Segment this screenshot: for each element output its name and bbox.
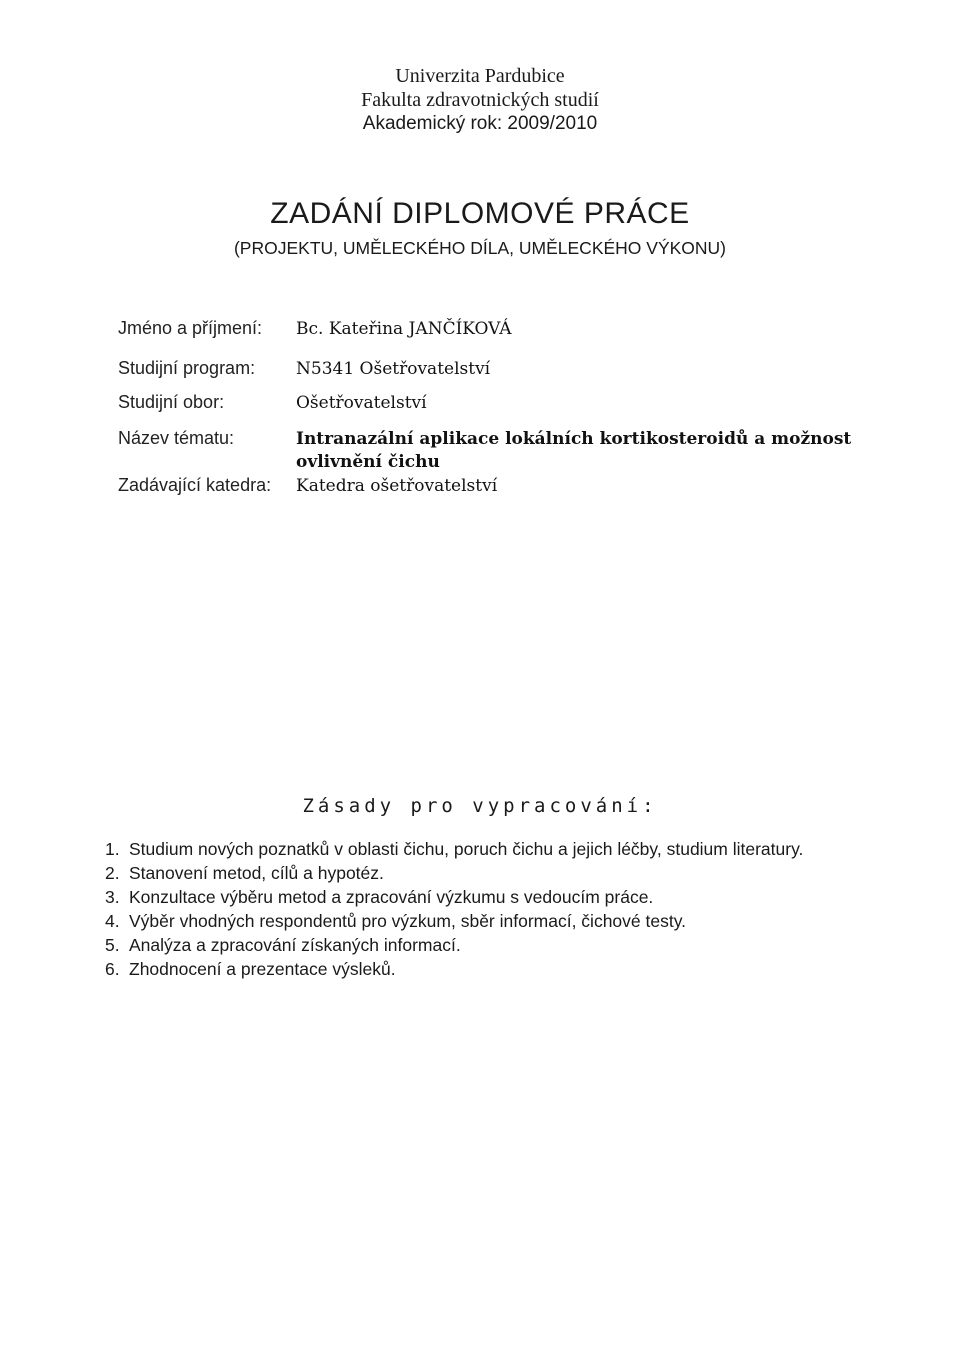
department-label: Zadávající katedra: xyxy=(118,475,272,495)
guidelines-heading: Zásady pro vypracování: xyxy=(302,795,658,817)
item-number: 3. xyxy=(105,887,120,907)
program-label: Studijní program: xyxy=(118,358,256,378)
item-number: 2. xyxy=(105,863,120,883)
item-text: Analýza a zpracování získaných informací. xyxy=(129,935,461,955)
item-number: 5. xyxy=(105,935,120,955)
list-item xyxy=(105,933,803,957)
item-text: Stanovení metod, cílů a hypotéz. xyxy=(129,863,384,883)
document-header xyxy=(0,64,960,136)
document-title: ZADÁNÍ DIPLOMOVÉ PRÁCE xyxy=(270,197,690,230)
university-name: Univerzita Pardubice xyxy=(395,65,565,87)
item-text: Konzultace výběru metod a zpracování výzkumu s vedoucím práce. xyxy=(129,887,654,907)
item-text: Zhodnocení a prezentace výsleků. xyxy=(129,959,396,979)
academic-year: Akademický rok: 2009/2010 xyxy=(362,113,598,134)
item-text: Studium nových poznatků v oblasti čichu, poruch čichu a jejich léčby, studium literatury. xyxy=(129,839,804,859)
faculty-name: Fakulta zdravotnických studií xyxy=(361,89,599,111)
field-label: Studijní obor: xyxy=(118,392,225,412)
topic-label: Název tématu: xyxy=(118,428,235,448)
item-number: 4. xyxy=(105,911,120,931)
list-item xyxy=(105,957,803,981)
item-number: 1. xyxy=(105,839,120,859)
field-value: Ošetřovatelství xyxy=(296,393,427,413)
item-number: 6. xyxy=(105,959,120,979)
topic-value: Intranazální aplikace lokálních kortikosteroidů a možnost ovlivnění čichu xyxy=(296,429,852,472)
list-item xyxy=(105,909,803,933)
list-item xyxy=(105,837,803,861)
guidelines-list xyxy=(105,837,803,981)
list-item xyxy=(105,861,803,885)
name-value: Bc. Kateřina JANČÍKOVÁ xyxy=(296,319,512,339)
document-subtitle: (PROJEKTU, UMĚLECKÉHO DÍLA, UMĚLECKÉHO VÝKONU) xyxy=(233,238,727,258)
name-label: Jméno a příjmení: xyxy=(118,318,263,338)
item-text: Výběr vhodných respondentů pro výzkum, sběr informací, čichové testy. xyxy=(129,911,687,931)
list-item xyxy=(105,885,803,909)
program-value: N5341 Ošetřovatelství xyxy=(296,359,491,379)
department-value: Katedra ošetřovatelství xyxy=(296,476,498,496)
